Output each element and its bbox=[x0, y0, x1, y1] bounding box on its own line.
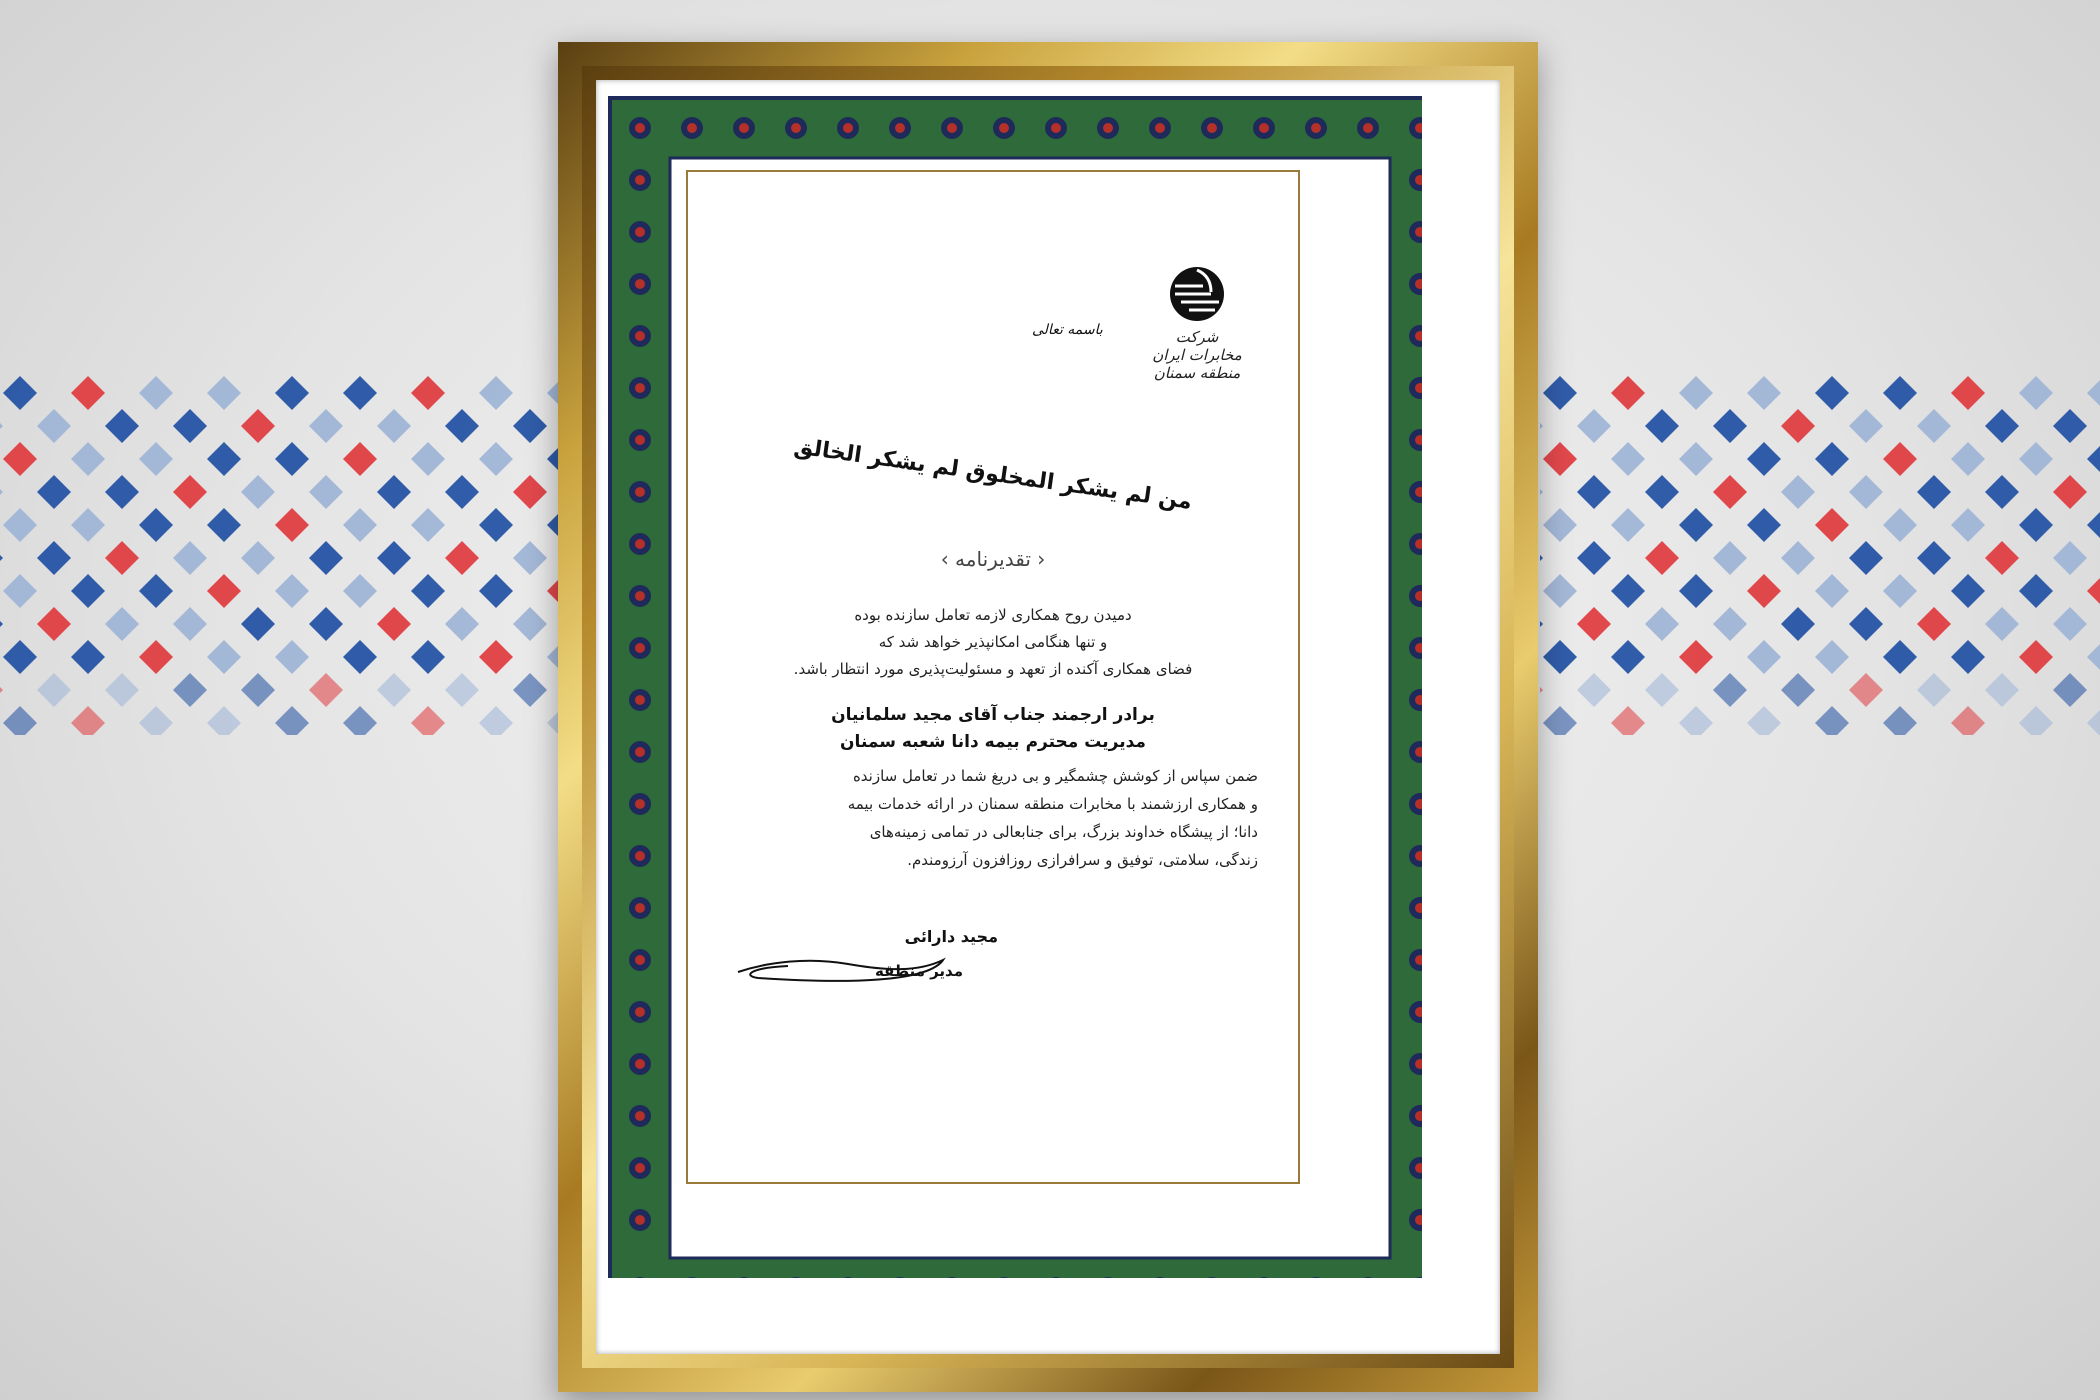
pattern-diamond bbox=[173, 541, 207, 575]
pattern-diamond bbox=[1679, 508, 1713, 542]
pattern-diamond bbox=[479, 574, 513, 608]
pattern-diamond bbox=[1883, 640, 1917, 674]
pattern-diamond bbox=[1951, 508, 1985, 542]
pattern-diamond bbox=[1917, 475, 1951, 509]
pattern-diamond bbox=[411, 706, 445, 735]
pattern-diamond bbox=[377, 475, 411, 509]
pattern-diamond bbox=[1611, 640, 1645, 674]
pattern-diamond bbox=[2053, 409, 2087, 443]
border-motif-center bbox=[947, 123, 957, 133]
signer-role: مدیر منطقه bbox=[874, 962, 963, 980]
border-motif-center bbox=[635, 383, 645, 393]
pattern-diamond bbox=[2019, 640, 2053, 674]
pattern-diamond bbox=[1883, 442, 1917, 476]
border-motif-center bbox=[635, 1111, 645, 1121]
pattern-diamond bbox=[1645, 673, 1679, 707]
pattern-diamond bbox=[445, 673, 479, 707]
diamond-pattern-svg-right bbox=[1540, 375, 2100, 735]
pattern-diamond bbox=[105, 541, 139, 575]
pattern-diamond bbox=[71, 640, 105, 674]
pattern-diamond bbox=[207, 640, 241, 674]
border-motif-center bbox=[635, 123, 645, 133]
pattern-diamond bbox=[1713, 673, 1747, 707]
border-motif-center bbox=[1155, 123, 1165, 133]
recipient-position: مدیریت محترم بیمه دانا شعبه سمنان bbox=[840, 732, 1146, 752]
pattern-diamond bbox=[139, 376, 173, 410]
body-line: و همکاری ارزشمند با مخابرات منطقه سمنان در ارائه خدمات بیمه bbox=[847, 795, 1258, 813]
pattern-diamond bbox=[275, 706, 309, 735]
border-motif-center bbox=[687, 123, 697, 133]
pattern-diamond bbox=[2087, 706, 2100, 735]
pattern-diamond bbox=[1951, 574, 1985, 608]
certificate-title bbox=[688, 547, 1298, 571]
logo-company-name: شرکت مخابرات ایران bbox=[1152, 328, 1242, 364]
recipient-block bbox=[728, 702, 1258, 756]
pattern-diamond bbox=[3, 442, 37, 476]
pattern-diamond bbox=[1540, 607, 1543, 641]
diamond-pattern-svg-left bbox=[0, 375, 560, 735]
pattern-diamond bbox=[1747, 508, 1781, 542]
pattern-diamond bbox=[3, 376, 37, 410]
pattern-diamond bbox=[2053, 475, 2087, 509]
pattern-diamond bbox=[479, 442, 513, 476]
border-motif-center bbox=[1051, 123, 1061, 133]
pattern-diamond bbox=[513, 607, 547, 641]
intro-line: فضای همکاری آکنده از تعهد و مسئولیت‌پذیری مورد انتظار باشد. bbox=[793, 660, 1193, 678]
telecom-logo-icon bbox=[1167, 264, 1227, 324]
pattern-diamond bbox=[2019, 574, 2053, 608]
pattern-diamond bbox=[1917, 607, 1951, 641]
pattern-diamond bbox=[445, 541, 479, 575]
border-motif-center bbox=[635, 279, 645, 289]
pattern-diamond bbox=[2087, 442, 2100, 476]
border-motif-center bbox=[1207, 123, 1217, 133]
pattern-diamond bbox=[37, 673, 71, 707]
body-line: دانا؛ از پیشگاه خداوند بزرگ، برای جنابعالی در تمامی زمینه‌های bbox=[869, 823, 1258, 841]
pattern-diamond bbox=[1679, 574, 1713, 608]
intro-paragraph bbox=[728, 602, 1258, 683]
border-motif-center bbox=[843, 123, 853, 133]
pattern-diamond bbox=[1543, 442, 1577, 476]
pattern-diamond bbox=[71, 574, 105, 608]
pattern-diamond bbox=[37, 541, 71, 575]
pattern-diamond bbox=[411, 574, 445, 608]
border-motif-center bbox=[635, 487, 645, 497]
pattern-diamond bbox=[1985, 409, 2019, 443]
pattern-diamond bbox=[513, 409, 547, 443]
pattern-diamond bbox=[343, 508, 377, 542]
pattern-diamond bbox=[2087, 640, 2100, 674]
pattern-diamond bbox=[275, 376, 309, 410]
pattern-diamond bbox=[1815, 706, 1849, 735]
pattern-diamond bbox=[1747, 442, 1781, 476]
pattern-diamond bbox=[377, 409, 411, 443]
border-motif-center bbox=[635, 331, 645, 341]
pattern-diamond bbox=[1713, 409, 1747, 443]
pattern-diamond bbox=[1577, 475, 1611, 509]
pattern-diamond bbox=[1985, 541, 2019, 575]
pattern-diamond bbox=[479, 376, 513, 410]
border-motif-center bbox=[635, 1007, 645, 1017]
pattern-diamond bbox=[411, 508, 445, 542]
pattern-diamond bbox=[71, 442, 105, 476]
pattern-diamond bbox=[411, 442, 445, 476]
pattern-diamond bbox=[0, 541, 3, 575]
pattern-diamond bbox=[1781, 409, 1815, 443]
pattern-diamond bbox=[173, 607, 207, 641]
pattern-diamond bbox=[1577, 607, 1611, 641]
pattern-diamond bbox=[1815, 376, 1849, 410]
pattern-diamond bbox=[2053, 673, 2087, 707]
pattern-diamond bbox=[3, 508, 37, 542]
body-line: زندگی، سلامتی، توفیق و سرافرازی روزافزون آرزومندم. bbox=[907, 851, 1258, 869]
pattern-diamond bbox=[1951, 706, 1985, 735]
pattern-diamond bbox=[1815, 442, 1849, 476]
pattern-diamond bbox=[1849, 475, 1883, 509]
pattern-diamond bbox=[207, 574, 241, 608]
border-motif-center bbox=[635, 1059, 645, 1069]
intro-line: دمیدن روح همکاری لازمه تعامل سازنده بوده bbox=[854, 606, 1132, 624]
pattern-diamond bbox=[1815, 508, 1849, 542]
pattern-diamond bbox=[445, 607, 479, 641]
pattern-diamond bbox=[377, 673, 411, 707]
border-motif-center bbox=[635, 747, 645, 757]
pattern-diamond bbox=[343, 376, 377, 410]
pattern-diamond bbox=[1849, 409, 1883, 443]
pattern-diamond bbox=[1645, 409, 1679, 443]
border-motif-center bbox=[635, 643, 645, 653]
pattern-diamond bbox=[1883, 574, 1917, 608]
pattern-diamond bbox=[71, 706, 105, 735]
pattern-diamond bbox=[1645, 475, 1679, 509]
pattern-diamond bbox=[2019, 442, 2053, 476]
pattern-diamond bbox=[2019, 508, 2053, 542]
pattern-diamond bbox=[309, 673, 343, 707]
pattern-diamond bbox=[479, 640, 513, 674]
pattern-diamond bbox=[105, 475, 139, 509]
pattern-diamond bbox=[343, 574, 377, 608]
pattern-diamond bbox=[2087, 574, 2100, 608]
pattern-diamond bbox=[1611, 574, 1645, 608]
pattern-diamond bbox=[1543, 376, 1577, 410]
pattern-diamond bbox=[2019, 706, 2053, 735]
pattern-diamond bbox=[1543, 508, 1577, 542]
pattern-diamond bbox=[241, 541, 275, 575]
pattern-diamond bbox=[1985, 673, 2019, 707]
pattern-diamond bbox=[2053, 607, 2087, 641]
diamond-pattern-right bbox=[1540, 375, 2100, 735]
pattern-diamond bbox=[1951, 640, 1985, 674]
pattern-diamond bbox=[411, 376, 445, 410]
pattern-diamond bbox=[1611, 706, 1645, 735]
pattern-diamond bbox=[139, 508, 173, 542]
pattern-diamond bbox=[207, 442, 241, 476]
telecom-logo bbox=[1152, 264, 1242, 382]
border-motif-center bbox=[1103, 123, 1113, 133]
pattern-diamond bbox=[71, 376, 105, 410]
pattern-diamond bbox=[1679, 442, 1713, 476]
basmala: باسمه تعالی bbox=[1032, 322, 1103, 338]
pattern-diamond bbox=[1883, 508, 1917, 542]
gold-frame bbox=[558, 42, 1538, 1392]
pattern-diamond bbox=[377, 541, 411, 575]
pattern-diamond bbox=[1985, 475, 2019, 509]
pattern-diamond bbox=[343, 442, 377, 476]
pattern-diamond bbox=[309, 409, 343, 443]
pattern-diamond bbox=[105, 673, 139, 707]
pattern-diamond bbox=[1849, 673, 1883, 707]
border-motif-center bbox=[999, 123, 1009, 133]
pattern-diamond bbox=[37, 475, 71, 509]
border-motif-center bbox=[895, 123, 905, 133]
pattern-diamond bbox=[1577, 409, 1611, 443]
border-motif-center bbox=[635, 227, 645, 237]
border-motif-center bbox=[635, 591, 645, 601]
pattern-diamond bbox=[2019, 376, 2053, 410]
pattern-diamond bbox=[173, 673, 207, 707]
pattern-diamond bbox=[1917, 673, 1951, 707]
pattern-diamond bbox=[37, 607, 71, 641]
pattern-diamond bbox=[173, 409, 207, 443]
title-ornament-left: ‹ bbox=[1030, 547, 1046, 571]
pattern-diamond bbox=[71, 508, 105, 542]
pattern-diamond bbox=[1815, 640, 1849, 674]
pattern-diamond bbox=[1645, 541, 1679, 575]
pattern-diamond bbox=[1951, 376, 1985, 410]
pattern-diamond bbox=[1611, 376, 1645, 410]
pattern-diamond bbox=[479, 508, 513, 542]
border-motif-center bbox=[791, 123, 801, 133]
pattern-diamond bbox=[1747, 574, 1781, 608]
pattern-diamond bbox=[275, 508, 309, 542]
pattern-diamond bbox=[1577, 673, 1611, 707]
pattern-diamond bbox=[1781, 607, 1815, 641]
pattern-diamond bbox=[1815, 574, 1849, 608]
pattern-diamond bbox=[1951, 442, 1985, 476]
pattern-diamond bbox=[37, 409, 71, 443]
pattern-diamond bbox=[1679, 706, 1713, 735]
pattern-diamond bbox=[1713, 607, 1747, 641]
border-motif-center bbox=[635, 851, 645, 861]
pattern-diamond bbox=[1917, 541, 1951, 575]
signer-name: مجید دارائی bbox=[904, 927, 998, 946]
pattern-diamond bbox=[3, 574, 37, 608]
pattern-diamond bbox=[1713, 475, 1747, 509]
pattern-diamond bbox=[513, 673, 547, 707]
border-motif-center bbox=[635, 539, 645, 549]
pattern-diamond bbox=[1747, 706, 1781, 735]
border-motif-center bbox=[635, 435, 645, 445]
pattern-diamond bbox=[275, 442, 309, 476]
border-motif-center bbox=[635, 695, 645, 705]
pattern-diamond bbox=[445, 475, 479, 509]
border-motif-center bbox=[635, 1163, 645, 1173]
pattern-diamond bbox=[343, 640, 377, 674]
pattern-diamond bbox=[1917, 409, 1951, 443]
pattern-diamond bbox=[1985, 607, 2019, 641]
body-paragraph bbox=[728, 762, 1258, 874]
border-motif-center bbox=[635, 903, 645, 913]
hadith-heading: من لم یشکر المخلوق لم یشکر الخالق bbox=[792, 434, 1194, 515]
pattern-diamond bbox=[207, 706, 241, 735]
pattern-diamond bbox=[1611, 442, 1645, 476]
pattern-diamond bbox=[105, 409, 139, 443]
pattern-diamond bbox=[0, 673, 3, 707]
pattern-diamond bbox=[343, 706, 377, 735]
pattern-diamond bbox=[1713, 541, 1747, 575]
pattern-diamond bbox=[105, 607, 139, 641]
intro-line: و تنها هنگامی امکانپذیر خواهد شد که bbox=[878, 633, 1108, 651]
pattern-diamond bbox=[411, 640, 445, 674]
pattern-diamond bbox=[139, 574, 173, 608]
pattern-diamond bbox=[2087, 508, 2100, 542]
pattern-diamond bbox=[309, 541, 343, 575]
pattern-diamond bbox=[1679, 376, 1713, 410]
title-ornament-right: › bbox=[940, 547, 949, 571]
pattern-diamond bbox=[1781, 541, 1815, 575]
pattern-diamond bbox=[241, 673, 275, 707]
pattern-diamond bbox=[0, 475, 3, 509]
pattern-diamond bbox=[0, 607, 3, 641]
pattern-diamond bbox=[1849, 541, 1883, 575]
pattern-diamond bbox=[513, 475, 547, 509]
pattern-diamond bbox=[309, 475, 343, 509]
body-line: ضمن سپاس از کوشش چشمگیر و بی دریغ شما در تعامل سازنده bbox=[852, 767, 1258, 785]
pattern-diamond bbox=[1543, 574, 1577, 608]
pattern-diamond bbox=[513, 541, 547, 575]
pattern-diamond bbox=[241, 409, 275, 443]
pattern-diamond bbox=[1540, 673, 1543, 707]
border-motif-center bbox=[635, 1215, 645, 1225]
diamond-pattern-left bbox=[0, 375, 560, 735]
pattern-diamond bbox=[241, 607, 275, 641]
pattern-diamond bbox=[479, 706, 513, 735]
pattern-diamond bbox=[0, 409, 3, 443]
pattern-diamond bbox=[445, 409, 479, 443]
pattern-diamond bbox=[1781, 475, 1815, 509]
border-motif-center bbox=[635, 799, 645, 809]
pattern-diamond bbox=[3, 640, 37, 674]
border-motif-center bbox=[635, 175, 645, 185]
pattern-diamond bbox=[173, 475, 207, 509]
border-motif-center bbox=[1311, 123, 1321, 133]
pattern-diamond bbox=[1543, 640, 1577, 674]
pattern-diamond bbox=[1883, 706, 1917, 735]
border-motif-center bbox=[1259, 123, 1269, 133]
pattern-diamond bbox=[1883, 376, 1917, 410]
certificate-title-text: تقدیرنامه bbox=[955, 547, 1031, 571]
pattern-diamond bbox=[1540, 409, 1543, 443]
pattern-diamond bbox=[1577, 541, 1611, 575]
pattern-diamond bbox=[1747, 376, 1781, 410]
pattern-diamond bbox=[1645, 607, 1679, 641]
pattern-diamond bbox=[1849, 607, 1883, 641]
pattern-diamond bbox=[139, 442, 173, 476]
border-motif-center bbox=[739, 123, 749, 133]
recipient-name: برادر ارجمند جناب آقای مجید سلمانیان bbox=[831, 705, 1155, 725]
pattern-diamond bbox=[207, 376, 241, 410]
logo-region-name: منطقه سمنان bbox=[1153, 364, 1241, 382]
pattern-diamond bbox=[207, 508, 241, 542]
pattern-diamond bbox=[139, 706, 173, 735]
pattern-diamond bbox=[377, 607, 411, 641]
certificate-paper bbox=[686, 170, 1300, 1184]
border-motif-center bbox=[1363, 123, 1373, 133]
pattern-diamond bbox=[1611, 508, 1645, 542]
pattern-diamond bbox=[1540, 541, 1543, 575]
pattern-diamond bbox=[3, 706, 37, 735]
pattern-diamond bbox=[1543, 706, 1577, 735]
pattern-diamond bbox=[1781, 673, 1815, 707]
pattern-diamond bbox=[139, 640, 173, 674]
pattern-diamond bbox=[2087, 376, 2100, 410]
pattern-diamond bbox=[241, 475, 275, 509]
pattern-diamond bbox=[309, 607, 343, 641]
pattern-diamond bbox=[1540, 475, 1543, 509]
pattern-diamond bbox=[275, 640, 309, 674]
pattern-diamond bbox=[275, 574, 309, 608]
pattern-diamond bbox=[1747, 640, 1781, 674]
pattern-diamond bbox=[1679, 640, 1713, 674]
border-motif-center bbox=[635, 955, 645, 965]
pattern-diamond bbox=[2053, 541, 2087, 575]
